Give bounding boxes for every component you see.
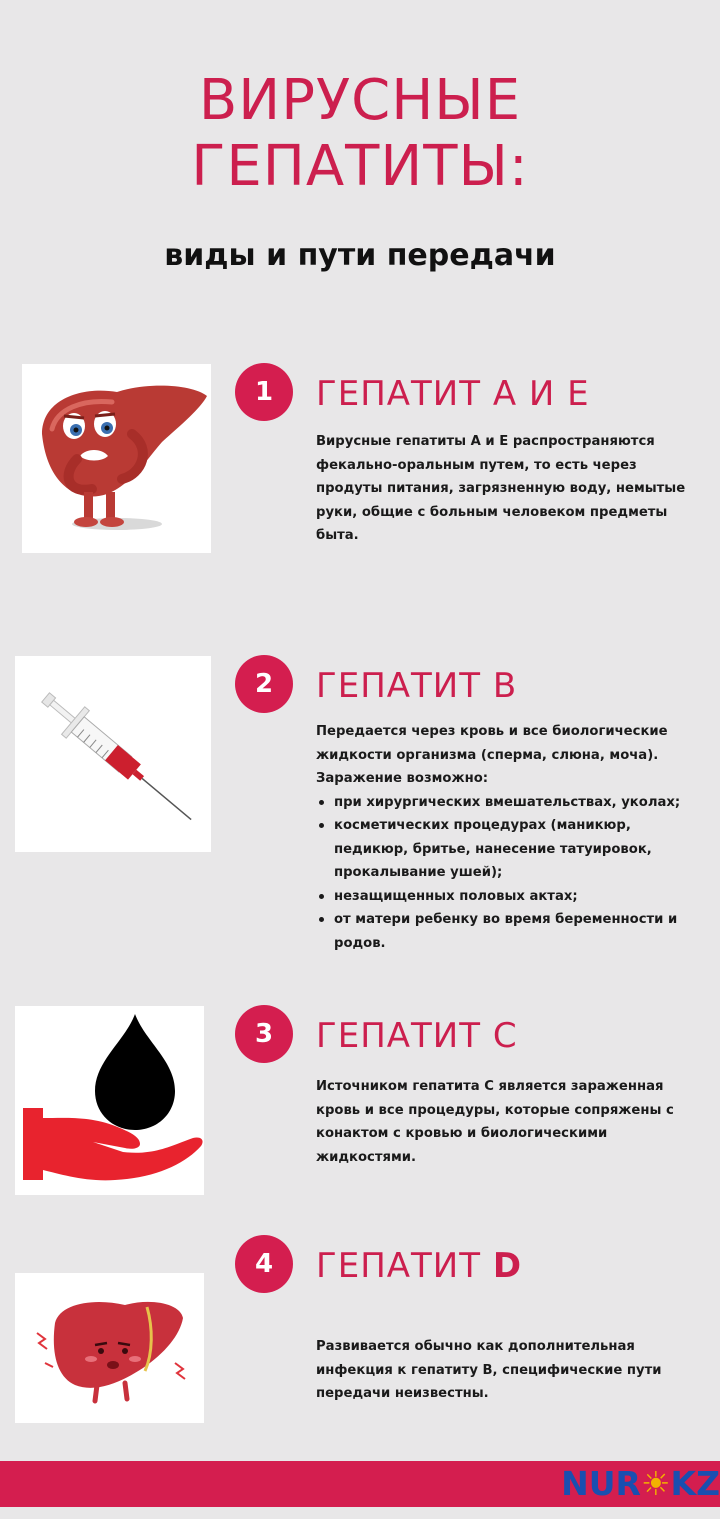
- list-item-text: при хирургических вмешательствах, уколах;: [334, 794, 681, 810]
- section-2-heading: ГЕПАТИТ В: [316, 666, 518, 706]
- section-2-paragraph-2: Заражение возможно:: [316, 771, 489, 786]
- section-4-paragraph: Развивается обычно как дополнительная инфекция к гепатиту В, специфические пути передачи неизвестны.: [316, 1339, 662, 1401]
- section-2-bullet-list: [316, 791, 686, 956]
- bullet-dot: [319, 800, 324, 805]
- section-3-heading: ГЕПАТИТ С: [316, 1016, 518, 1056]
- section-4-heading-main: ГЕПАТИТ: [316, 1246, 493, 1286]
- list-item-text: косметических процедурах (маникюр, педикюр, бритье, нанесение татуировок, прокалывание ушей);: [334, 818, 652, 880]
- sick-liver-image: [22, 364, 211, 553]
- section-1-text: [316, 430, 686, 548]
- section-1-heading: ГЕПАТИТ А И Е: [316, 374, 590, 414]
- bullet-dot: [319, 894, 324, 899]
- list-item: [316, 791, 686, 815]
- section-3-text: [316, 1075, 686, 1169]
- list-item-text: незащищенных половых актах;: [334, 888, 578, 904]
- bullet-dot: [319, 917, 324, 922]
- list-item: [316, 814, 686, 885]
- logo-text-nur: NUR: [561, 1464, 641, 1503]
- title-line-1: ВИРУСНЫЕ: [198, 68, 522, 133]
- section-1-paragraph: Вирусные гепатиты А и Е распространяются фекально-оральным путем, то есть через продуты питания, загрязненную воду, немытые руки, общие с больным человеком предметы быта.: [316, 434, 686, 543]
- logo-text-kz: KZ: [670, 1464, 720, 1503]
- page-title: [0, 68, 720, 200]
- section-4-number: 4: [235, 1235, 293, 1293]
- sun-icon: ☀: [640, 1464, 671, 1503]
- section-4-text: [316, 1335, 686, 1406]
- section-4-heading-letter: D: [492, 1246, 523, 1286]
- bullet-dot: [319, 823, 324, 828]
- list-item-text: от матери ребенку во время беременности и родов.: [334, 912, 678, 951]
- section-1-number: 1: [235, 363, 293, 421]
- section-2-number: 2: [235, 655, 293, 713]
- section-3-number: 3: [235, 1005, 293, 1063]
- section-2-paragraph-1: Передается через кровь и все биологические жидкости организма (сперма, слюна, моча).: [316, 724, 668, 763]
- blood-drop-hand-image: [15, 1006, 204, 1195]
- title-line-2: ГЕПАТИТЫ:: [191, 134, 529, 199]
- list-item: [316, 885, 686, 909]
- list-item: [316, 908, 686, 955]
- section-2-text: [316, 720, 686, 955]
- page-subtitle: виды и пути передачи: [164, 238, 556, 273]
- sad-liver-image: [15, 1273, 204, 1423]
- syringe-image: [15, 656, 211, 852]
- section-3-paragraph: Источником гепатита С является зараженная кровь и все процедуры, которые сопряжены с конактом с кровью и биологическими жидкостями.: [316, 1079, 674, 1165]
- section-4-heading: [316, 1246, 522, 1286]
- nurkz-logo: [561, 1463, 720, 1505]
